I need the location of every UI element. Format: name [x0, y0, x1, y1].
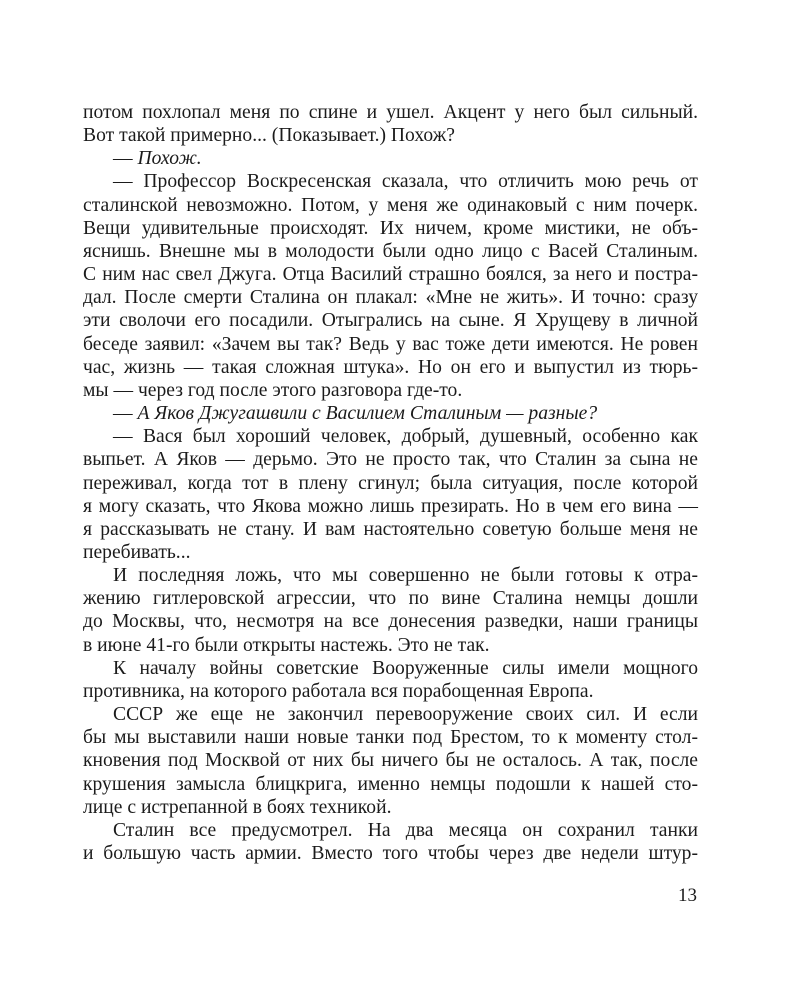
- text-line-content: И последняя ложь, что мы совершенно не были готовы к отра-: [113, 565, 698, 587]
- text-line-content: — Вася был хороший человек, добрый, душевный, особенно как: [113, 426, 698, 448]
- text-line-content: беседе заявил: «Зачем вы так? Ведь у вас тоже дети имеются. Не ровен: [83, 333, 698, 355]
- text-line-content: в июне 41-го были открыты настежь. Это не так.: [83, 634, 490, 656]
- text-line: [83, 703, 698, 726]
- text-line-content: переживал, когда тот в плену сгинул; была ситуация, после которой: [83, 472, 698, 494]
- text-line: [83, 263, 698, 286]
- text-line-content: эти сволочи его посадили. Отыгрались на сыне. Я Хрущеву в личной: [83, 310, 698, 332]
- text-line: [83, 680, 698, 703]
- text-line: [83, 610, 698, 633]
- text-line: [83, 796, 698, 819]
- text-line-content: —: [113, 148, 138, 170]
- text-line: [83, 634, 698, 657]
- text-line-content: —: [113, 403, 138, 425]
- text-line-content: К началу войны советские Вооруженные силы имели мощного: [113, 657, 698, 679]
- text-line-content: я могу сказать, что Якова можно лишь презирать. Но в чем его вина —: [83, 495, 698, 517]
- text-line-content: противника, на которого работала вся порабощенная Европа.: [83, 680, 594, 702]
- text-line: [83, 124, 698, 147]
- text-line-content: Сталин все предусмотрел. На два месяца он сохранил танки: [113, 819, 698, 841]
- text-line: [83, 333, 698, 356]
- text-line-content: — Профессор Воскресенская сказала, что отличить мою речь от: [113, 171, 698, 193]
- text-line-content: выпьет. А Яков — дерьмо. Это не просто так, что Сталин за сына не: [83, 449, 698, 471]
- text-line-content: дал. После смерти Сталина он плакал: «Мне не жить». И точно: сразу: [83, 287, 698, 309]
- text-line: [83, 309, 698, 332]
- text-line-content: перебивать...: [83, 541, 191, 563]
- text-line: [83, 147, 698, 170]
- text-line: [83, 495, 698, 518]
- text-line-content: час, жизнь — такая сложная штука». Но он его и выпустил из тюрь-: [83, 356, 698, 378]
- text-line-content: крушения замысла блицкрига, именно немцы подошли к нашей сто-: [83, 773, 698, 795]
- text-line-content: до Москвы, что, несмотря на все донесения разведки, наши границы: [83, 611, 698, 633]
- text-line: [83, 587, 698, 610]
- body-text: [83, 101, 698, 865]
- text-line: [83, 726, 698, 749]
- text-line: [83, 819, 698, 842]
- text-line: [83, 425, 698, 448]
- text-line: [83, 286, 698, 309]
- text-line: [83, 749, 698, 772]
- text-line: [83, 518, 698, 541]
- text-line: [83, 101, 698, 124]
- text-line-content: лице с истрепанной в боях техникой.: [83, 796, 392, 818]
- text-line: [83, 240, 698, 263]
- text-line-content: Вот такой примерно... (Показывает.) Похож?: [83, 125, 455, 147]
- text-line-content: сталинской невозможно. Потом, у меня же одинаковый с ним почерк.: [83, 194, 698, 216]
- text-line: [83, 448, 698, 471]
- text-line-content: мы — через год после этого разговора где-то.: [83, 379, 463, 401]
- text-line-content: жению гитлеровской агрессии, что по вине Сталина немцы дошли: [83, 588, 698, 610]
- text-line-content: яснишь. Внешне мы в молодости были одно лицо с Васей Сталиным.: [83, 240, 698, 262]
- page-number: 13: [678, 885, 697, 906]
- text-line: [83, 564, 698, 587]
- text-line-content: Вещи удивительные происходят. Их ничем, кроме мистики, не объ-: [83, 217, 698, 239]
- text-line-content: С ним нас свел Джуга. Отца Василий страшно боялся, за него и постра-: [83, 264, 698, 286]
- text-line: [83, 379, 698, 402]
- text-line-content: и большую часть армии. Вместо того чтобы через две недели штур-: [83, 843, 698, 864]
- text-line: [83, 170, 698, 193]
- text-line: [83, 657, 698, 680]
- text-line-content: бы мы выставили наши новые танки под Брестом, то к моменту стол-: [83, 727, 698, 749]
- text-line: [83, 541, 698, 564]
- text-line-content: я рассказывать не стану. И вам настоятельно советую больше меня не: [83, 518, 698, 540]
- text-line-content: потом похлопал меня по спине и ушел. Акцент у него был сильный.: [83, 102, 698, 123]
- text-line: [83, 773, 698, 796]
- text-line-content: СССР же еще не закончил перевооружение своих сил. И если: [113, 704, 698, 726]
- text-line-content: кновения под Москвой от них бы ничего бы не осталось. А так, после: [83, 750, 698, 772]
- text-line: [83, 472, 698, 495]
- text-line-italic: А Яков Джугашвили с Василием Сталиным — разные?: [137, 403, 598, 425]
- text-line: [83, 402, 698, 425]
- text-line: [83, 356, 698, 379]
- text-line-italic: Похож.: [137, 148, 202, 170]
- text-line: [83, 194, 698, 217]
- text-line: [83, 842, 698, 865]
- text-line: [83, 217, 698, 240]
